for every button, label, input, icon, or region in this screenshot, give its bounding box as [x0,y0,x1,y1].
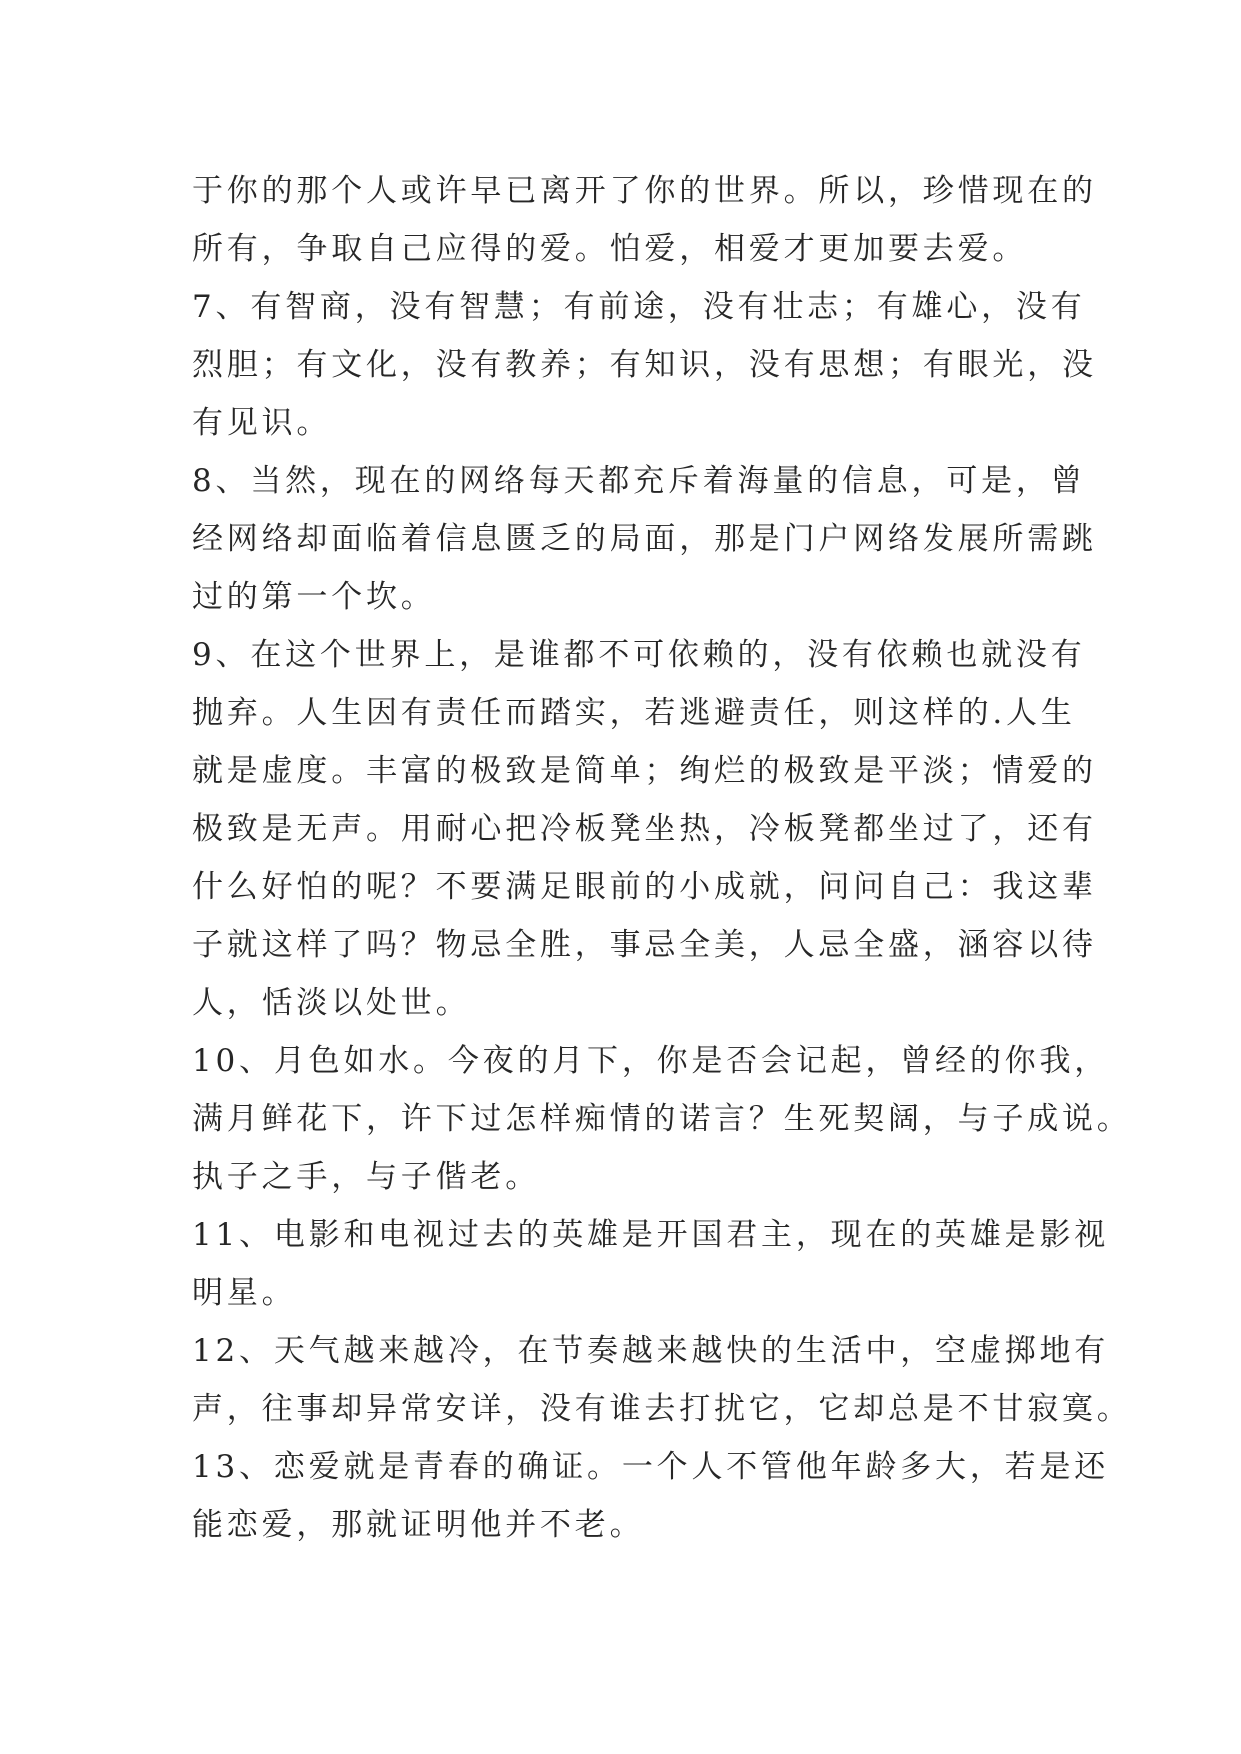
text-line: 所有，争取自己应得的爱。怕爱，相爱才更加要去爱。 [192,231,1028,267]
text-line: 执子之手，与子偕老。 [192,1159,540,1195]
text-line: 能恋爱，那就证明他并不老。 [192,1507,645,1543]
text-line: 8、当然，现在的网络每天都充斥着海量的信息，可是，曾 [192,463,1086,499]
text-line: 13、恋爱就是青春的确证。一个人不管他年龄多大，若是还 [192,1449,1110,1485]
text-line: 什么好怕的呢？不要满足眼前的小成就，问问自己：我这辈 [192,869,1097,905]
document-body [192,162,1132,1554]
text-line: 10、月色如水。今夜的月下，你是否会记起，曾经的你我， [192,1043,1110,1079]
text-line: 有见识。 [192,405,332,441]
text-line: 于你的那个人或许早已离开了你的世界。所以，珍惜现在的 [192,173,1097,209]
text-line: 烈胆；有文化，没有教养；有知识，没有思想；有眼光，没 [192,347,1097,383]
text-line: 声，往事却异常安详，没有谁去打扰它，它却总是不甘寂寞。 [192,1391,1132,1427]
text-line: 人，恬淡以处世。 [192,985,471,1021]
text-line: 12、天气越来越冷，在节奏越来越快的生活中，空虚掷地有 [192,1333,1110,1369]
text-line: 抛弃。人生因有责任而踏实，若逃避责任，则这样的.人生 [192,695,1076,731]
text-line: 经网络却面临着信息匮乏的局面，那是门户网络发展所需跳 [192,521,1097,557]
text-line: 11、电影和电视过去的英雄是开国君主，现在的英雄是影视 [192,1217,1110,1253]
text-line: 满月鲜花下，许下过怎样痴情的诺言？生死契阔，与子成说。 [192,1101,1132,1137]
text-line: 过的第一个坎。 [192,579,436,615]
text-line: 9、在这个世界上，是谁都不可依赖的，没有依赖也就没有 [192,637,1086,673]
text-line: 7、有智商，没有智慧；有前途，没有壮志；有雄心，没有 [192,289,1086,325]
text-line: 极致是无声。用耐心把冷板凳坐热，冷板凳都坐过了，还有 [192,811,1097,847]
text-line: 子就这样了吗？物忌全胜，事忌全美，人忌全盛，涵容以待 [192,927,1097,963]
text-line: 明星。 [192,1275,297,1311]
text-line: 就是虚度。丰富的极致是简单；绚烂的极致是平淡；情爱的 [192,753,1097,789]
